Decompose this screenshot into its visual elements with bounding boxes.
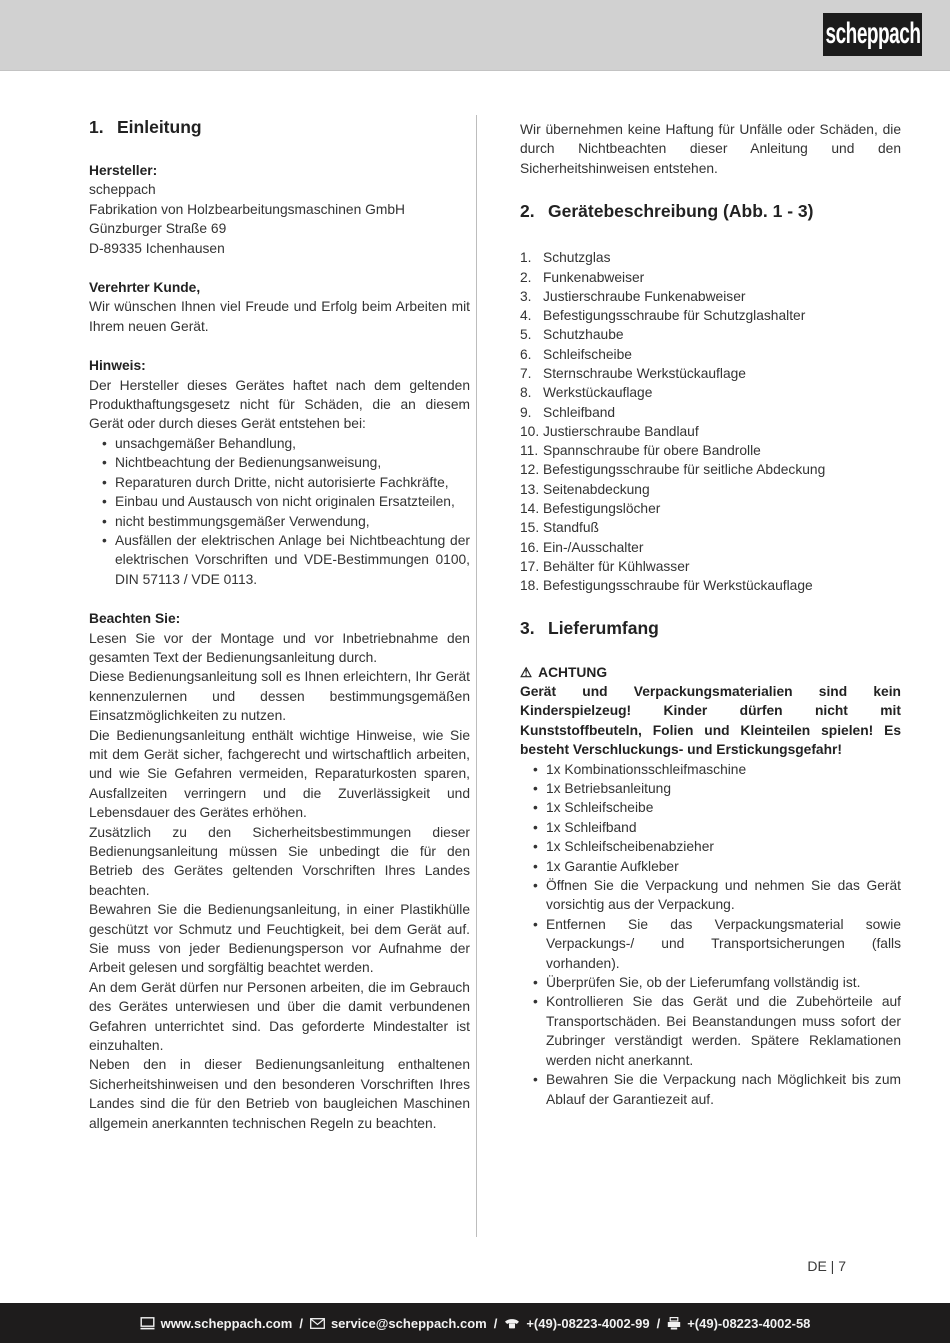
device-part-label: Befestigungsschraube für seitliche Abdeckung [543,462,826,478]
device-part-label: Standfuß [543,520,599,536]
device-part-number: 11. [520,443,539,459]
device-part-item [520,480,901,499]
attention-paragraph: Diese Bedienungsanleitung soll es Ihnen erleichtern, Ihr Gerät kennenzulernen und dessen bestimmungsgemäßen Einsatzmöglichkeiten zu nutzen. [89,669,470,724]
device-part-label: Schutzglas [543,250,611,266]
list-item [520,915,901,973]
list-item-text: Kontrollieren Sie das Gerät und die Zubehörteile auf Transportschäden. Bei Beanstandungen muss sofort der Zubringer verständigt werden. Spätere Reklamationen werden nicht anerkannt. [546,994,901,1068]
device-part-label: Befestigungsschraube für Schutzglashalter [543,308,806,324]
device-part-number: 17. [520,558,540,574]
device-part-item [520,287,901,306]
footer-separator: / [493,1315,498,1331]
device-part-label: Behälter für Kühlwasser [543,558,690,574]
device-part-label: Schleifscheibe [543,346,632,362]
bullet-icon: • [102,494,107,510]
heading-number: 2. [520,201,535,222]
device-part-item [520,306,901,325]
device-part-item [520,383,901,402]
attention-paragraph: Zusätzlich zu den Sicherheitsbestimmungen dieser Bedienungsanleitung müssen Sie unbedingt die für den Betrieb des Gerätes geltenden Vorschriften Ihres Landes beachten. [89,824,470,898]
footer-fax [667,1316,810,1331]
list-item [89,453,470,472]
device-part-number: 15. [520,520,540,536]
device-part-label: Befestigungsschraube für Werkstückauflage [543,578,813,594]
list-item-text: Öffnen Sie die Verpackung und nehmen Sie das Gerät vorsichtig aus der Verpackung. [546,878,901,913]
list-item-text: Überprüfen Sie, ob der Lieferumfang vollständig ist. [546,975,861,991]
email-icon [310,1318,325,1329]
device-part-number: 18. [520,578,540,594]
note-bullet-list [89,434,470,589]
device-part-number: 9. [520,404,532,420]
device-part-label: Seitenabdeckung [543,481,650,497]
website-text: www.scheppach.com [160,1315,293,1331]
device-part-number: 8. [520,385,532,401]
heading-title: Gerätebeschreibung (Abb. 1 - 3) [548,201,814,222]
unpacking-instructions-list [520,876,901,1109]
list-item [520,798,901,817]
warning-triangle-icon: ⚠ [520,664,533,680]
list-item-text: Entfernen Sie das Verpackungsmaterial sowie Verpackungs-/ und Transportsicherungen (falls vorhanden). [546,916,901,971]
device-part-label: Sternschraube Werkstückauflage [543,366,746,381]
bullet-icon: • [533,878,538,894]
bullet-icon: • [102,435,107,451]
device-part-label: Justierschraube Bandlauf [543,423,699,439]
phone-icon [504,1317,520,1329]
fax-icon [667,1317,681,1330]
device-part-item [520,364,901,383]
device-part-number: 2. [520,269,532,285]
device-part-number: 10. [520,423,540,439]
logo-text: scheppach [825,17,921,51]
customer-label: Verehrter Kunde, [89,280,201,296]
device-part-item [520,345,901,364]
device-part-item [520,403,901,422]
email-text: service@scheppach.com [330,1315,487,1331]
device-part-number: 4. [520,308,532,324]
bullet-icon: • [533,1072,538,1088]
device-part-label: Schutzhaube [543,327,624,343]
list-item-text: Einbau und Austausch von nicht originalen Ersatzteilen, [115,494,455,510]
attention-paragraph: An dem Gerät dürfen nur Personen arbeiten, die im Gebrauch des Gerätes unterwiesen und über die damit verbundenen Gefahren unterrichtet sind. Das geforderte Mindestalter ist einzuhalten. [89,979,470,1054]
section-1-heading [89,117,470,137]
bullet-icon: • [533,819,538,835]
page-number: DE | 7 [807,1258,846,1274]
list-item [89,434,470,453]
attention-label: Beachten Sie: [89,611,181,627]
device-part-label: Funkenabweiser [543,269,645,285]
heading-number: 3. [520,617,535,638]
list-item [520,992,901,1070]
device-part-label: Schleifband [543,404,616,420]
fax-text: +(49)-08223-4002-58 [687,1315,811,1331]
device-part-label: Ein-/Ausschalter [543,539,644,555]
list-item-text: 1x Schleifscheibe [546,800,654,816]
right-column [520,112,901,1109]
list-item-text: unsachgemäßer Behandlung, [115,435,297,451]
note-intro: Der Hersteller dieses Gerätes haftet nach dem geltenden Produkthaftungsgesetz nicht für Schäden, die an diesem Gerät oder durch dieses Gerät entstehen bei: [89,377,470,432]
device-part-number: 7. [520,366,532,381]
footer-email [310,1316,487,1331]
warning-text: Gerät und Verpackungsmaterialien sind kein Kinderspielzeug! Kinder dürfen nicht mit Kunststoffbeuteln, Folien und Kleinteilen spielen! Es besteht Verschluckungs- und Erstickungsgefahr! [520,683,901,758]
manufacturer-line: Günzburger Straße 69 [89,221,227,237]
list-item-text: Bewahren Sie die Verpackung nach Möglichkeit bis zum Ablauf der Garantiezeit auf. [546,1072,901,1107]
device-part-item [520,441,901,460]
manufacturer-line: D-89335 Ichenhausen [89,240,225,256]
list-item-text: 1x Schleifscheibenabzieher [546,839,714,855]
list-item [89,512,470,531]
footer-separator: / [299,1315,303,1331]
section-2-heading [520,201,901,221]
device-part-label: Justierschraube Funkenabweiser [543,288,746,304]
scheppach-logo [823,13,922,56]
manufacturer-line: Fabrikation von Holzbearbeitungsmaschinen GmbH [89,201,405,217]
bullet-icon: • [533,781,538,796]
list-item [520,973,901,992]
device-part-item [520,518,901,537]
device-part-item [520,538,901,557]
device-part-item [520,248,901,267]
header-bar [0,0,950,71]
list-item [89,492,470,511]
bullet-icon: • [102,513,107,529]
section-3-heading [520,618,901,638]
warning-label: ACHTUNG [538,664,608,680]
left-column [89,112,470,1133]
customer-text: Wir wünschen Ihnen viel Freude und Erfolg beim Arbeiten mit Ihrem neuen Gerät. [89,299,470,334]
device-part-item [520,557,901,576]
bullet-icon: • [533,761,538,777]
computer-icon [140,1317,155,1330]
list-item-text: Reparaturen durch Dritte, nicht autorisierte Fachkräfte, [115,474,449,490]
list-item [520,857,901,876]
list-item [520,876,901,915]
list-item-text: nicht bestimmungsgemäßer Verwendung, [115,513,370,529]
bullet-icon: • [533,916,538,932]
phone-text: +(49)-08223-4002-99 [526,1315,650,1331]
device-part-number: 3. [520,288,532,304]
device-part-number: 5. [520,327,532,343]
list-item-text: 1x Schleifband [546,819,637,835]
attention-paragraphs [89,629,470,1134]
device-part-item [520,422,901,441]
bullet-icon: • [533,858,538,874]
bullet-icon: • [533,994,538,1010]
bullet-icon: • [533,975,538,991]
device-part-item [520,325,901,344]
footer-separator: / [656,1315,661,1331]
bullet-icon: • [533,839,538,855]
manufacturer-label: Hersteller: [89,163,158,178]
heading-title: Einleitung [117,117,202,137]
list-item [520,837,901,856]
footer-website [140,1316,293,1331]
list-item [89,531,470,589]
heading-number: 1. [89,117,104,137]
device-part-label: Befestigungslöcher [543,501,661,517]
list-item [520,818,901,837]
attention-paragraph: Lesen Sie vor der Montage und vor Inbetriebnahme den gesamten Text der Bedienungsanleitung durch. [89,630,470,665]
device-part-number: 14. [520,501,540,517]
device-part-item [520,460,901,479]
footer-bar [0,1303,950,1343]
list-item [520,779,901,798]
attention-paragraph: Die Bedienungsanleitung enthält wichtige Hinweise, wie Sie mit dem Gerät sicher, fachgerecht und wirtschaftlich arbeiten, und wie Sie Gefahren vermeiden, Reparaturkosten sparen, Ausfallzeiten verringern und die Zuverlässigkeit und Lebensdauer des Gerätes erhöhen. [89,727,470,821]
device-part-number: 16. [520,539,540,555]
bullet-icon: • [102,474,107,490]
list-item-text: 1x Kombinationsschleifmaschine [546,761,747,777]
device-part-label: Werkstückauflage [543,385,653,401]
device-parts-list [520,248,901,595]
device-part-number: 13. [520,481,540,497]
manufacturer-address [89,180,470,258]
list-item-text: 1x Betriebsanleitung [546,781,672,796]
footer-contact-line [140,1316,811,1331]
device-part-item [520,499,901,518]
bullet-icon: • [533,800,538,816]
warning-heading [520,663,901,682]
attention-paragraph: Neben den in dieser Bedienungsanleitung enthaltenen Sicherheitshinweisen und den besonderen Vorschriften Ihres Landes sind die für den Betrieb von baugleichen Maschinen allgemein anerkannten technischen Regeln zu beachten. [89,1057,470,1131]
list-item-text: 1x Garantie Aufkleber [546,858,679,874]
scope-of-delivery-list [520,760,901,876]
device-part-number: 12. [520,462,540,478]
manufacturer-line: scheppach [89,182,156,198]
heading-title: Lieferumfang [548,617,659,638]
list-item [520,760,901,779]
bullet-icon: • [102,455,107,471]
list-item [89,473,470,492]
liability-paragraph: Wir übernehmen keine Haftung für Unfälle oder Schäden, die durch Nichtbeachten dieser Anleitung und den Sicherheitshinweisen entstehen. [520,122,901,176]
attention-paragraph: Bewahren Sie die Bedienungsanleitung, in einer Plastikhülle geschützt vor Schmutz und Feuchtigkeit, bei dem Gerät auf. Sie muss von jeder Bedienungsperson vor Aufnahme der Arbeit gelesen und sorgfältig beachtet werden. [89,902,470,976]
list-item-text: Nichtbeachtung der Bedienungsanweisung, [115,455,382,471]
bullet-icon: • [102,532,107,548]
device-part-label: Spannschraube für obere Bandrolle [543,443,761,459]
column-divider [476,115,477,1237]
list-item-text: Ausfällen der elektrischen Anlage bei Nichtbeachtung der elektrischen Vorschriften und VDE-Bestimmungen 0100, DIN 57113 / VDE 0113. [115,532,470,587]
footer-phone [504,1316,649,1331]
device-part-number: 6. [520,346,532,362]
note-label: Hinweis: [89,358,146,374]
device-part-number: 1. [520,250,532,266]
device-part-item [520,268,901,287]
list-item [520,1070,901,1109]
device-part-item [520,576,901,595]
